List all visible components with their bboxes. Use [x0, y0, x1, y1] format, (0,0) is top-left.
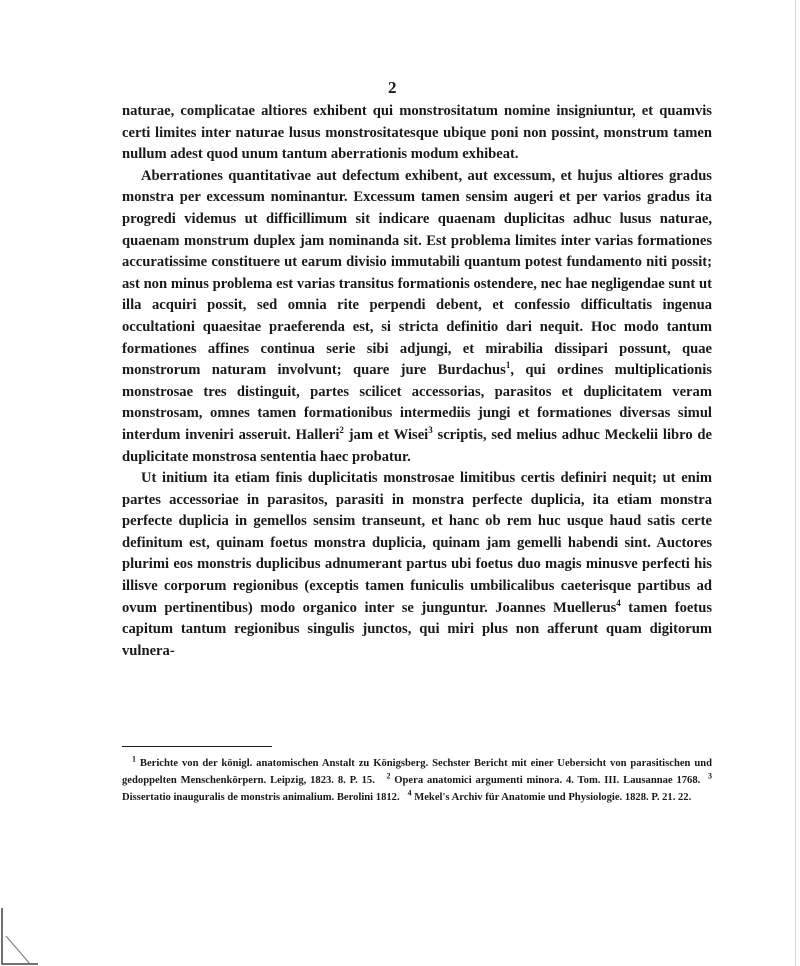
paragraph-3 — [122, 468, 712, 662]
footnote-4-mark: 4 — [407, 788, 412, 798]
paragraph-2-text-c: jam et Wisei — [343, 426, 429, 443]
footnote-ref-2: 2 — [339, 425, 344, 436]
scan-corner-mark — [0, 906, 40, 966]
footnote-ref-1: 1 — [505, 360, 511, 371]
paragraph-2-text-d: scriptis, sed melius adhuc Meckelii libro de duplicitate monstrosa sententia haec probatur. — [122, 426, 712, 465]
body-text — [122, 101, 712, 662]
scan-corner-diagonal — [6, 936, 30, 964]
paragraph-1-text: naturae, complicatae altiores exhibent qui monstrositatum nomine insigniuntur, et quamvis certi limites inter naturae lusus monstrositatesque ubique poni non possint, monstrum tamen nullum adest quod unum tantum aberrationis modum exhibeat. — [122, 103, 712, 163]
footnote-divider — [122, 746, 272, 747]
footnote-1-text: Berichte von der königl. anatomischen Anstalt zu Königsberg. Sechster Bericht mit einer Uebersicht von parasitischen und gedoppelten Menschenkörpern. Leipzig, 1823. 8. P. 15. — [122, 758, 712, 786]
footnote-1-mark: 1 — [132, 754, 136, 764]
footnote-2-mark: 2 — [386, 771, 391, 781]
page-number: 2 — [388, 78, 397, 97]
paragraph-3-text-a: Ut initium ita etiam finis duplicitatis monstrosae limitibus certis definiri nequit; ut enim partes accessoriae in parasitos, parasiti in monstra perfecte duplicia, ita etiam monstra perfecte duplicia in gemellos sensim transeunt, et hanc ob rem huc usque haud satis certe definitum est, quinam foetus monstra duplicia, quinam jam gemelli habendi sint. Auctores plurimi eos monstris duplicibus adnumerant partus ubi foetus duo magis minusve perfecti his illisve corporum regionibus (exceptis tamen funiculis umbilicalibus caeterisque partibus ad ovum pertinentibus) modo organico inter se junguntur. Joannes Muellerus — [122, 470, 712, 616]
footnote-4-text: Mekel's Archiv für Anatomie und Physiologie. 1828. P. 21. 22. — [411, 792, 692, 803]
footnote-3-text: Dissertatio inauguralis de monstris animalium. Berolini 1812. — [122, 792, 400, 803]
paragraph-1 — [122, 101, 712, 166]
footnotes — [122, 755, 712, 806]
paragraph-3-text-b: tamen foetus capitum tantum regionibus singulis junctos, qui miri plus non afferunt quam digitorum vulnera- — [122, 599, 712, 659]
footnote-ref-3: 3 — [428, 425, 433, 436]
paragraph-2-text-a: Aberrationes quantitativae aut defectum exhibent, aut excessum, et hujus altiores gradus monstra per excessum nominantur. Excessum tamen sensim augeri et per varios gradus ita progredi videmus ut difficillimum sit indicare quaenam duplicitas adhuc lusus naturae, quaenam monstrum duplex jam nominanda sit. Est problema limites inter varias formationes accuratissime constituere ut earum divisio immutabili quantum potest fundamento niti possit; ast non minus problema est varias transitus formationis ostendere, nec hae negligendae sunt ut illa acquiri possit, sed omnia rite perpendi debent, et confessio difficultatis ingenua occultationi quaesitae praeferenda est, si stricta definitio dari nequit. Hoc modo tantum formationes affines continua serie sibi adjungi, et mirabilia dissipari possunt, quae monstrorum naturam involvunt; quare jure Burdachus — [122, 167, 712, 379]
paragraph-2 — [122, 166, 712, 468]
scan-corner-path — [2, 908, 38, 964]
footnote-2-text: Opera anatomici argumenti minora. 4. Tom. III. Lausannae 1768. — [390, 775, 701, 786]
footnote-3-mark: 3 — [708, 771, 713, 781]
scan-edge-line — [795, 0, 796, 966]
paragraph-2-text-b: , qui ordines multiplicationis monstrosae tres distinguit, partes scilicet accessorias, parasitos et duplicitatem veram monstrosam, omnes tamen formationibus intermediis jungi et formationes diversas simul interdum inveniri asseruit. Halleri — [122, 362, 712, 443]
footnote-ref-4: 4 — [616, 597, 621, 608]
